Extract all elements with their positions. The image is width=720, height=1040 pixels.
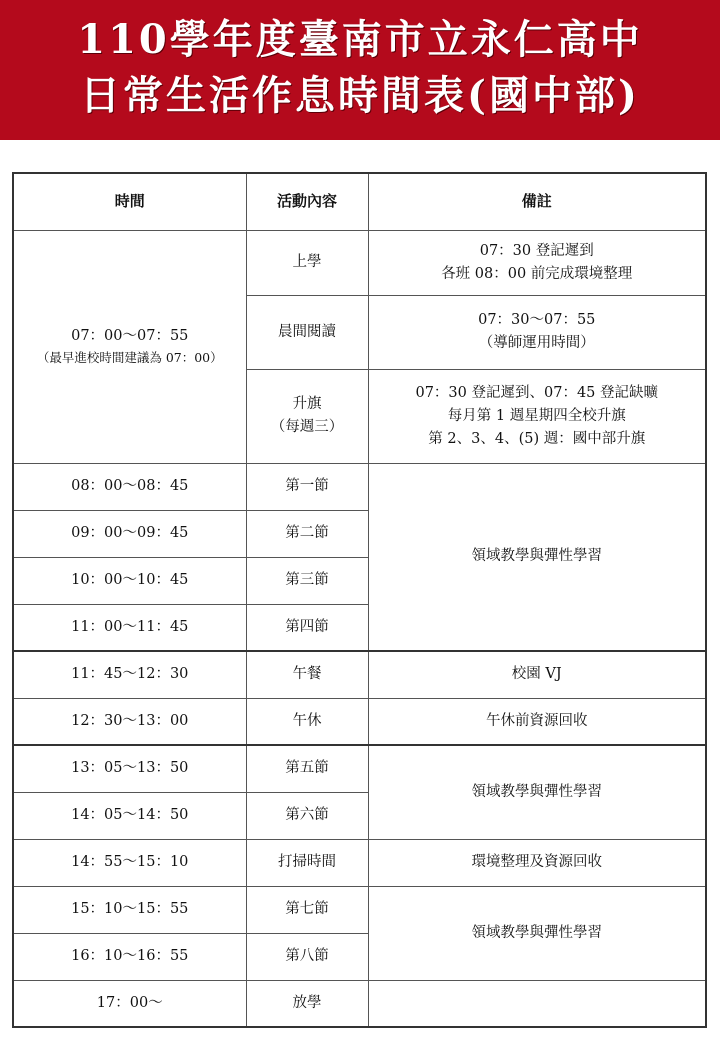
time-cell: 15：10～15：55 xyxy=(13,886,246,933)
remark-cell xyxy=(368,369,706,463)
activity-text: 晨間閱讀 xyxy=(278,323,336,340)
header-remark: 備註 xyxy=(368,173,706,230)
time-cell: 14：55～15：10 xyxy=(13,839,246,886)
table-row xyxy=(13,839,706,886)
remark-cell: 環境整理及資源回收 xyxy=(368,839,706,886)
title-line-2: 日常生活作息時間表(國中部) xyxy=(80,72,640,119)
header-activity: 活動內容 xyxy=(246,173,368,230)
time-cell: 10：00～10：45 xyxy=(13,557,246,604)
remark-cell: 領域教學與彈性學習 xyxy=(368,886,706,980)
activity-cell: 午休 xyxy=(246,698,368,745)
morning-time: 07：00～07：55 xyxy=(71,328,189,344)
remark-cell: 領域教學與彈性學習 xyxy=(368,745,706,839)
activity-cell: 第四節 xyxy=(246,604,368,651)
remark-cell xyxy=(368,980,706,1027)
remark-text: 各班 08：00 前完成環境整理 xyxy=(441,265,633,282)
time-cell: 13：05～13：50 xyxy=(13,745,246,792)
remark-text: 07：30 登記遲到、07：45 登記缺曠 xyxy=(415,384,659,401)
activity-cell: 第二節 xyxy=(246,510,368,557)
table-row xyxy=(13,745,706,792)
remark-text: 每月第 1 週星期四全校升旗 xyxy=(447,407,626,424)
remark-text: 07：30 登記遲到 xyxy=(479,242,594,259)
remark-cell: 校園 VJ xyxy=(368,651,706,698)
activity-cell: 放學 xyxy=(246,980,368,1027)
activity-cell: 打掃時間 xyxy=(246,839,368,886)
header-time: 時間 xyxy=(13,173,246,230)
activity-cell: 第六節 xyxy=(246,792,368,839)
activity-cell: 第五節 xyxy=(246,745,368,792)
table-row xyxy=(13,886,706,933)
title-line-1: 110學年度臺南市立永仁高中 xyxy=(77,16,643,63)
activity-cell xyxy=(246,369,368,463)
time-cell: 12：30～13：00 xyxy=(13,698,246,745)
title-banner xyxy=(0,0,720,140)
time-cell: 16：10～16：55 xyxy=(13,933,246,980)
activity-cell: 第三節 xyxy=(246,557,368,604)
activity-text: 升旗 xyxy=(292,396,322,412)
table-row xyxy=(13,980,706,1027)
schedule-table xyxy=(12,172,707,1028)
remark-text: 07：30～07：55 xyxy=(478,312,596,328)
remark-cell: 午休前資源回收 xyxy=(368,698,706,745)
activity-cell: 午餐 xyxy=(246,651,368,698)
time-cell: 11：45～12：30 xyxy=(13,651,246,698)
remark-cell xyxy=(368,295,706,369)
morning-time-note: （最早進校時間建議為 07：00） xyxy=(36,350,223,365)
time-cell: 11：00～11：45 xyxy=(13,604,246,651)
time-cell: 08：00～08：45 xyxy=(13,463,246,510)
time-cell: 17：00～ xyxy=(13,980,246,1027)
time-cell: 09：00～09：45 xyxy=(13,510,246,557)
activity-text: （每週三） xyxy=(270,419,344,435)
remark-text: 第 2、3、4、(5) 週：國中部升旗 xyxy=(428,430,646,447)
table-header-row xyxy=(13,173,706,230)
activity-cell xyxy=(246,295,368,369)
table-row xyxy=(13,230,706,295)
activity-cell: 第八節 xyxy=(246,933,368,980)
activity-cell: 第七節 xyxy=(246,886,368,933)
remark-cell xyxy=(368,230,706,295)
table-row xyxy=(13,698,706,745)
morning-time-cell xyxy=(13,230,246,463)
remark-text: （導師運用時間） xyxy=(478,335,595,351)
activity-cell xyxy=(246,230,368,295)
table-row xyxy=(13,463,706,510)
remark-cell: 領域教學與彈性學習 xyxy=(368,463,706,651)
time-cell: 14：05～14：50 xyxy=(13,792,246,839)
table-row xyxy=(13,651,706,698)
activity-cell: 第一節 xyxy=(246,463,368,510)
activity-text: 上學 xyxy=(292,254,322,270)
